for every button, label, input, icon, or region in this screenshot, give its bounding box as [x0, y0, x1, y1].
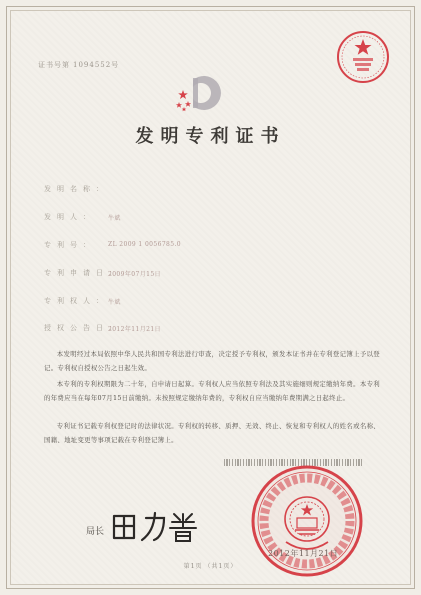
- certificate-number-label: 证书号第: [38, 61, 70, 69]
- page-title: 发明专利证书: [135, 126, 286, 147]
- patent-office-logo-icon: [175, 70, 233, 112]
- page-footer: [0, 561, 421, 570]
- page-total: （共1页）: [204, 563, 238, 570]
- body-paragraph-1: 本发明经过本局依照中华人民共和国专利法进行审查，决定授予专利权，颁发本证书并在专利登记簿上予以登记。专利权自授权公告之日起生效。: [44, 350, 380, 372]
- filing-date-value: 2009年07月15日: [108, 271, 161, 278]
- grant-date-value: 2012年11月21日: [108, 326, 161, 333]
- patent-number-value: ZL 2009 1 0056785.0: [108, 241, 182, 248]
- certificate-number: [38, 60, 119, 70]
- inventor-label: 发明人：: [44, 213, 96, 221]
- body-paragraph-3: 专利证书记载专利权登记时的法律状况。专利权的转移、质押、无效、终止、恢复和专利权人的姓名或名称、国籍、地址变更等事项记载在专利登记簿上。: [44, 422, 380, 444]
- patent-number-label: 专利号：: [44, 241, 96, 249]
- page-number: 第1页: [183, 563, 203, 570]
- director-signature-icon: [108, 508, 200, 544]
- patentee-value: 牛斌: [108, 299, 121, 306]
- patentee-label: 专利权人：: [44, 297, 109, 305]
- seal-date: 2012年11月21日: [268, 549, 339, 558]
- top-red-seal-icon: [336, 30, 390, 84]
- body-paragraph-2: 本专利的专利权期限为二十年，自申请日起算。专利权人应当依照专利法及其实施细则规定缴纳年费。本专利的年费应当在每年07月15日前缴纳。未按照规定缴纳年费的，专利权自应当缴纳年费期满之日起终止。: [44, 380, 380, 402]
- director-label: 局长: [86, 527, 105, 537]
- filing-date-label: 专利申请日：: [44, 269, 122, 277]
- grant-date-label: 授权公告日：: [44, 324, 122, 332]
- certificate-number-value: 1094552号: [73, 61, 120, 69]
- invention-name-label: 发明名称：: [44, 185, 109, 193]
- inventor-value: 牛斌: [108, 215, 121, 222]
